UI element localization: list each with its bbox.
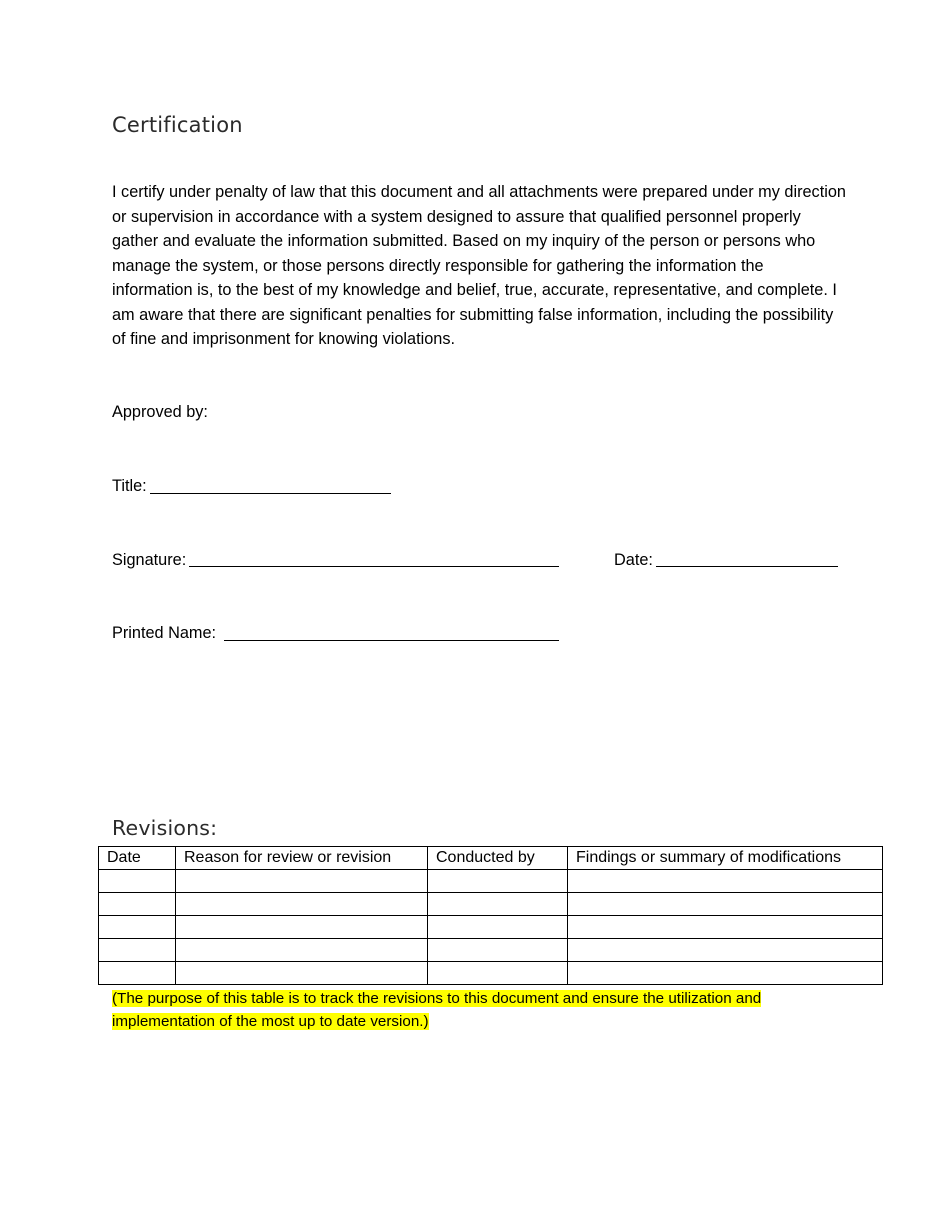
printed-name-field-line[interactable]: [224, 640, 559, 641]
certification-heading: Certification: [112, 113, 243, 137]
revisions-table: [98, 846, 883, 985]
table-cell-date[interactable]: [99, 939, 176, 962]
table-row: [99, 939, 883, 962]
revisions-note-text: (The purpose of this table is to track the revisions to this document and ensure the utilization and implementation of the most up to date version.): [112, 990, 762, 1030]
table-cell-date[interactable]: [99, 893, 176, 916]
table-cell-reason[interactable]: [176, 893, 428, 916]
table-cell-conducted-by[interactable]: [428, 916, 568, 939]
table-cell-reason[interactable]: [176, 962, 428, 985]
table-cell-conducted-by[interactable]: [428, 870, 568, 893]
table-cell-conducted-by[interactable]: [428, 893, 568, 916]
date-label: Date:: [614, 551, 653, 569]
signature-label: Signature:: [112, 551, 187, 569]
table-row: [99, 962, 883, 985]
table-cell-reason[interactable]: [176, 916, 428, 939]
table-cell-reason[interactable]: [176, 870, 428, 893]
date-field-line[interactable]: [656, 566, 838, 567]
signature-field-line[interactable]: [189, 566, 559, 567]
table-cell-date[interactable]: [99, 870, 176, 893]
table-cell-findings[interactable]: [568, 893, 883, 916]
table-cell-conducted-by[interactable]: [428, 962, 568, 985]
table-row: [99, 870, 883, 893]
revisions-note: [112, 988, 812, 1033]
column-header-findings: Findings or summary of modifications: [568, 847, 883, 870]
table-row: [99, 916, 883, 939]
column-header-date: Date: [99, 847, 176, 870]
certification-statement: I certify under penalty of law that this document and all attachments were prepared under my direction or supervision in accordance with a system designed to assure that qualified personnel properly gather and evaluate the information submitted. Based on my inquiry of the person or persons who manage the system, or those persons directly responsible for gathering the information the information is, to the best of my knowledge and belief, true, accurate, representative, and complete. I am aware that there are significant penalties for submitting false information, including the possibility of fine and imprisonment for knowing violations.: [112, 183, 846, 348]
table-cell-date[interactable]: [99, 962, 176, 985]
table-cell-findings[interactable]: [568, 939, 883, 962]
table-cell-findings[interactable]: [568, 870, 883, 893]
revisions-header-row: [99, 847, 883, 870]
revisions-heading: Revisions:: [112, 816, 218, 840]
printed-name-label: Printed Name:: [112, 624, 217, 642]
table-cell-reason[interactable]: [176, 939, 428, 962]
column-header-reason: Reason for review or revision: [176, 847, 428, 870]
table-cell-findings[interactable]: [568, 916, 883, 939]
table-cell-conducted-by[interactable]: [428, 939, 568, 962]
approved-by-label: Approved by:: [112, 403, 208, 421]
title-label: Title:: [112, 477, 147, 495]
title-field-line[interactable]: [150, 493, 391, 494]
table-cell-date[interactable]: [99, 916, 176, 939]
table-cell-findings[interactable]: [568, 962, 883, 985]
table-row: [99, 893, 883, 916]
column-header-conducted-by: Conducted by: [428, 847, 568, 870]
